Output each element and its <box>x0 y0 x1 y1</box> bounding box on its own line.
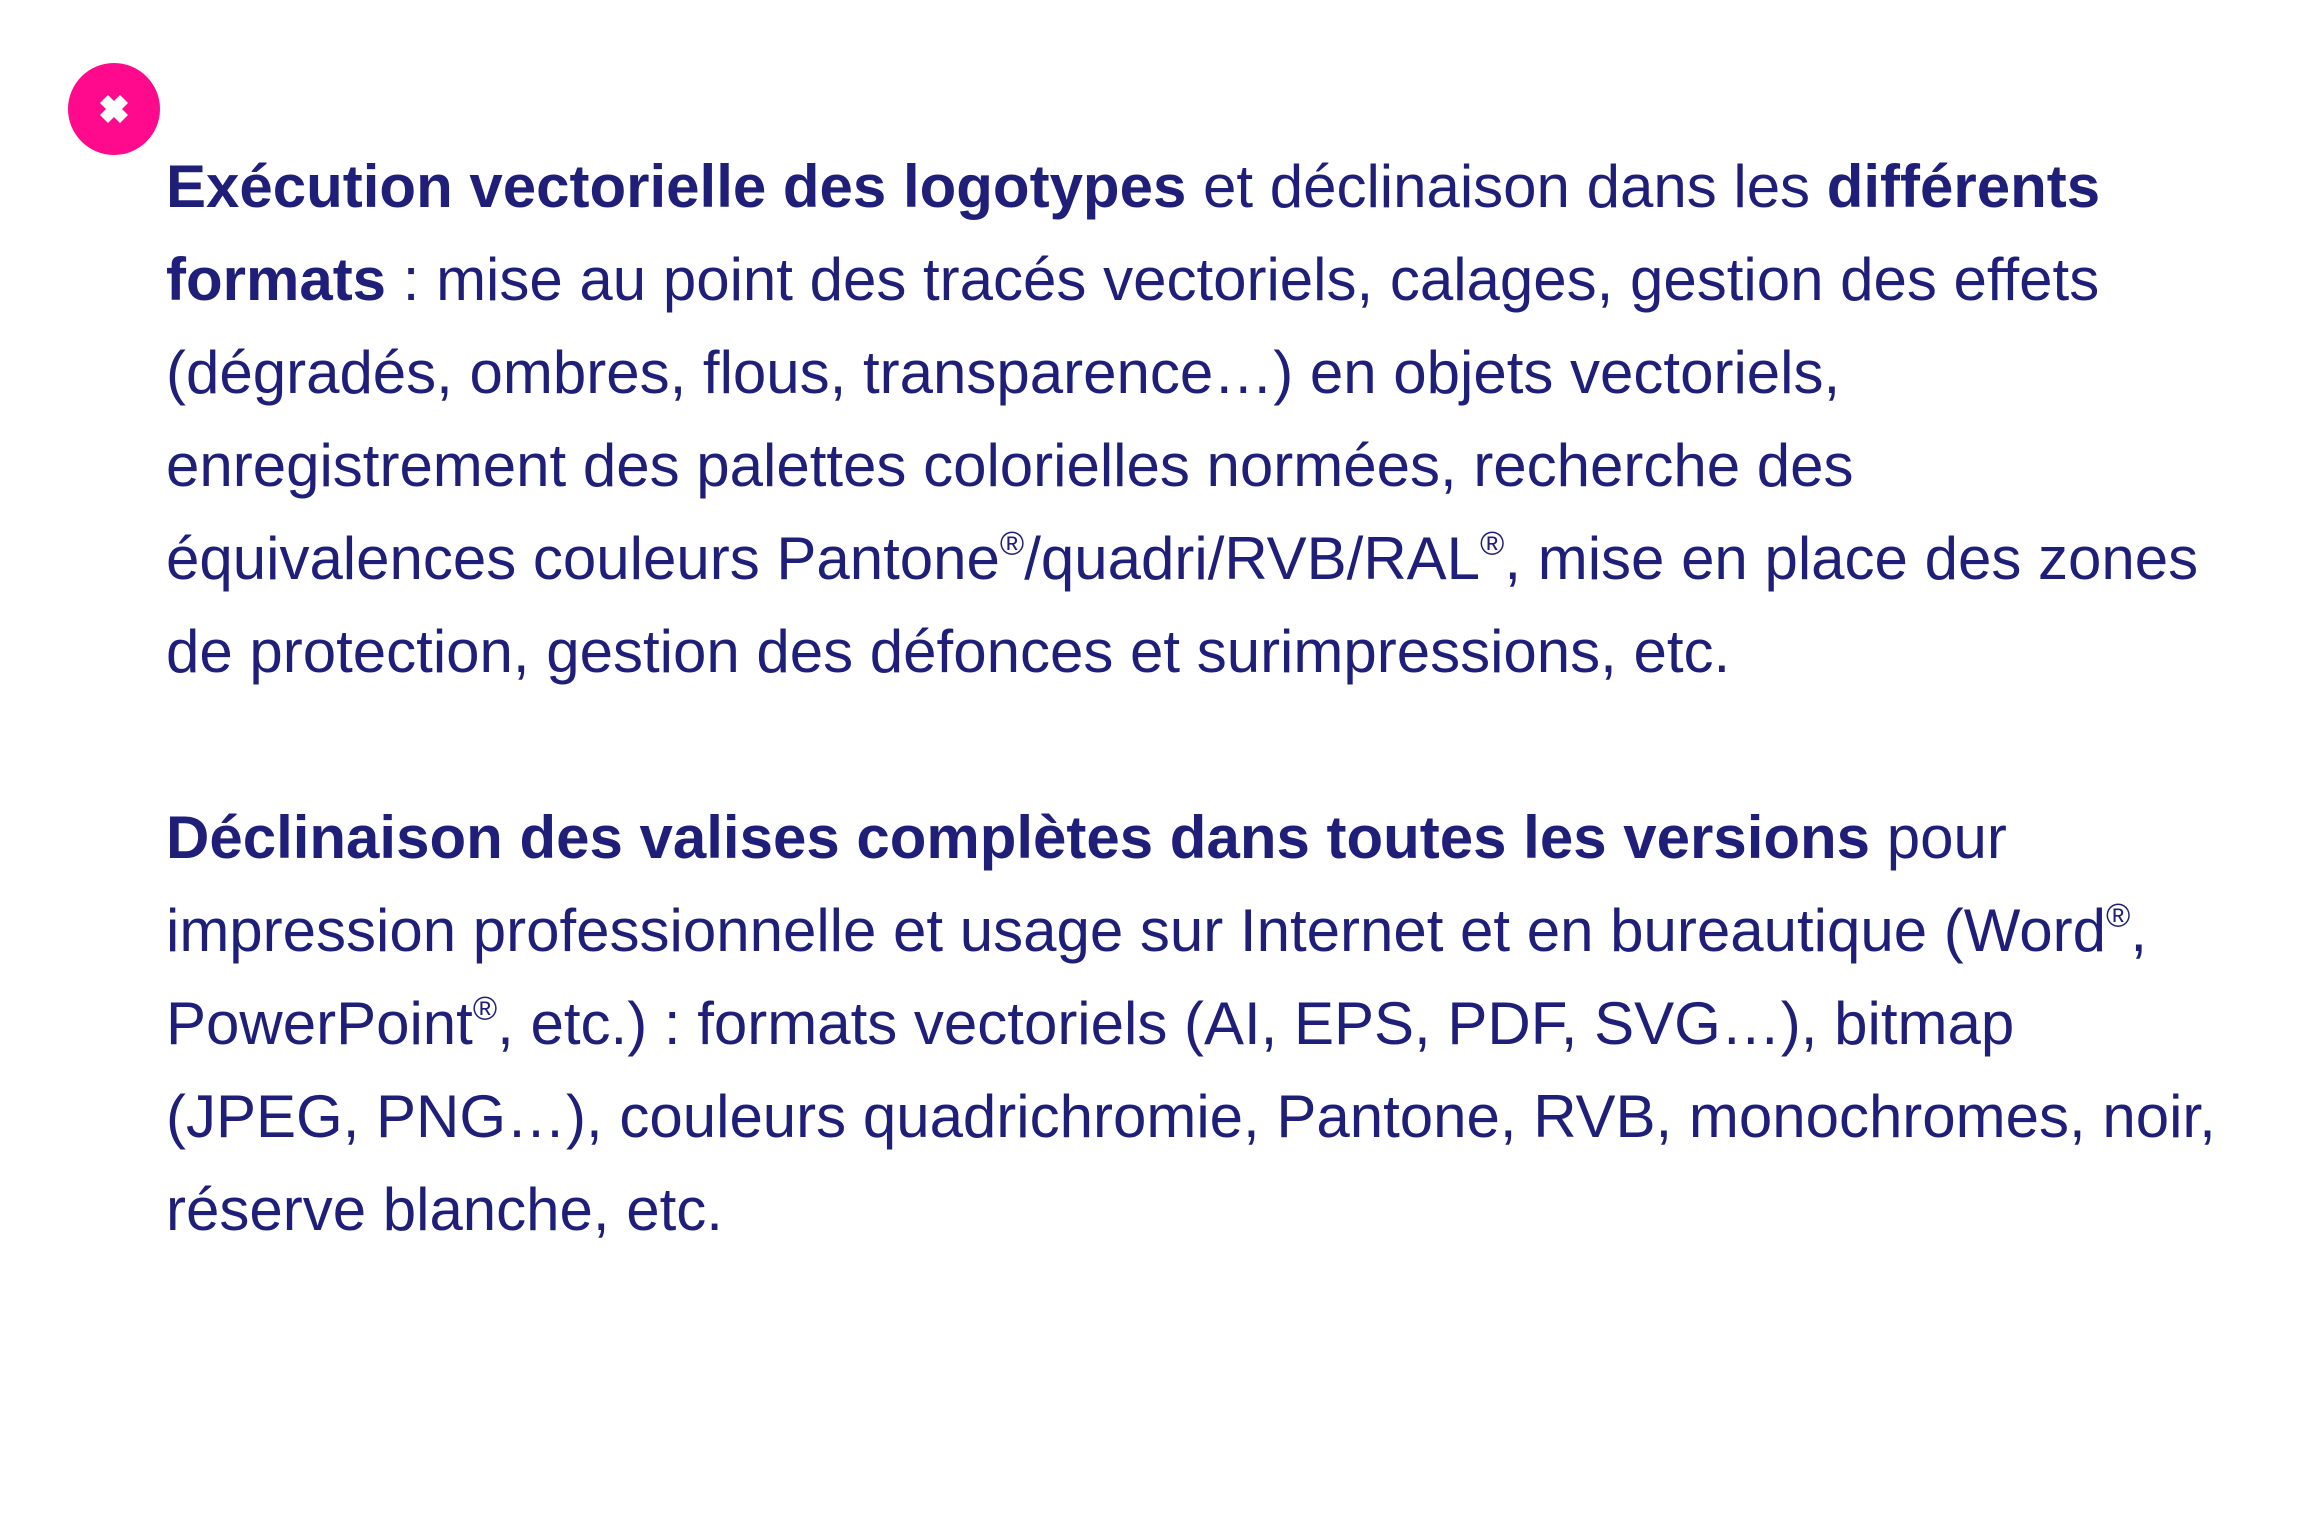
body-text: , mise en place des zones de protection, gestion des défonces et surimpressions, etc. <box>166 525 2199 685</box>
registered-mark: ® <box>2106 896 2131 934</box>
bold-heading: Exécution vectorielle des logotypes <box>166 153 1187 220</box>
close-button[interactable] <box>68 63 160 155</box>
body-text: /quadri/RVB/RAL <box>1024 525 1481 592</box>
paragraph-brand-kits <box>166 791 2216 1256</box>
close-icon <box>90 85 138 133</box>
body-text: et déclinaison dans les <box>1186 153 1827 220</box>
paragraph-vector-execution <box>166 140 2216 698</box>
registered-mark: ® <box>1480 524 1505 562</box>
registered-mark: ® <box>472 989 498 1027</box>
bold-heading: différents formats <box>166 153 2101 313</box>
body-text: : mise au point des tracés vectoriels, calages, gestion des effets (dégradés, ombres, flous, transparence…) en objets vectoriels, enregistrement des palettes colorielles normées, recherche des équivalences couleurs Pantone <box>166 246 2100 592</box>
registered-mark: ® <box>999 524 1025 562</box>
body-text: pour impression professionnelle et usage sur Internet et en bureautique (Word <box>166 804 2107 964</box>
body-text: , etc.) : formats vectoriels (AI, EPS, PDF, SVG…), bitmap (JPEG, PNG…), couleurs quadrichromie, Pantone, RVB, monochromes, noir, réserve blanche, etc. <box>166 990 2216 1243</box>
body-text: , PowerPoint <box>166 897 2148 1057</box>
bold-heading: Déclinaison des valises complètes dans toutes les versions <box>166 804 1871 871</box>
content <box>166 140 2216 1256</box>
